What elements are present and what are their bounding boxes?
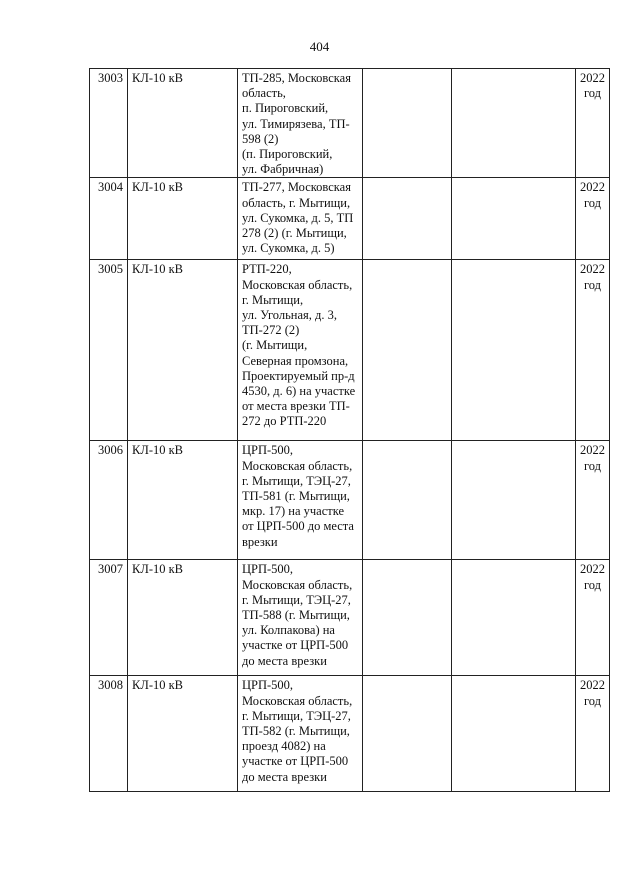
year-cell (576, 69, 610, 178)
objects-table (89, 68, 610, 792)
row-number: 3006 (90, 441, 128, 560)
empty-cell (452, 560, 576, 676)
route-line: 4530, д. 6) на участке (242, 384, 356, 399)
route-line: ул. Сукомка, д. 5, ТП (242, 210, 354, 225)
route-line: от ЦРП-500 до места (242, 519, 354, 534)
line-type: КЛ-10 кВ (128, 260, 238, 441)
route-description (238, 560, 363, 676)
year-value: 2022 (580, 262, 605, 277)
empty-cell (452, 676, 576, 792)
table-row (90, 69, 610, 178)
route-line: от места врезки ТП- (242, 399, 350, 414)
row-number: 3003 (90, 69, 128, 178)
route-line: область, г. Мытищи, (242, 195, 351, 210)
year-unit: год (583, 277, 602, 292)
route-description (238, 676, 363, 792)
route-line: участке от ЦРП-500 (242, 638, 349, 653)
route-description (238, 260, 363, 441)
route-line: ТП-285, Московская (242, 71, 351, 85)
empty-cell (363, 69, 452, 178)
route-line: п. Пироговский, (242, 101, 329, 116)
empty-cell (363, 178, 452, 260)
route-line: Московская область, (242, 277, 353, 292)
route-line: Московская область, (242, 693, 353, 708)
year-cell (576, 178, 610, 260)
year-unit: год (583, 86, 602, 101)
row-number: 3005 (90, 260, 128, 441)
year-unit: год (583, 195, 602, 210)
route-line: до места врезки (242, 653, 327, 668)
empty-cell (452, 178, 576, 260)
route-line: ТП-581 (г. Мытищи, (242, 489, 350, 504)
route-line: Московская область, (242, 577, 353, 592)
year-value: 2022 (580, 678, 605, 693)
route-line: г. Мытищи, ТЭЦ-27, (242, 708, 351, 723)
line-type: КЛ-10 кВ (128, 178, 238, 260)
route-line: Северная промзона, (242, 353, 349, 368)
route-line: г. Мытищи, ТЭЦ-27, (242, 473, 351, 488)
route-line: 598 (2) (242, 131, 279, 146)
route-line: врезки (242, 534, 278, 549)
route-line: 278 (2) (г. Мытищи, (242, 226, 347, 241)
row-number: 3008 (90, 676, 128, 792)
route-line: г. Мытищи, (242, 292, 304, 307)
year-cell (576, 560, 610, 676)
route-description (238, 69, 363, 178)
route-line: область, (242, 86, 286, 101)
table-row (90, 560, 610, 676)
route-line: 272 до РТП-220 (242, 414, 327, 429)
year-cell (576, 676, 610, 792)
empty-cell (452, 441, 576, 560)
route-line: мкр. 17) на участке (242, 504, 345, 519)
year-cell (576, 441, 610, 560)
empty-cell (363, 676, 452, 792)
empty-cell (452, 260, 576, 441)
route-line: ЦРП-500, (242, 443, 294, 458)
route-line: до места врезки (242, 769, 327, 784)
route-line: участке от ЦРП-500 (242, 754, 349, 769)
route-line: ЦРП-500, (242, 562, 294, 577)
route-line: ТП-277, Московская (242, 180, 351, 195)
route-line: ул. Сукомка, д. 5) (242, 241, 335, 256)
route-line: проезд 4082) на (242, 739, 326, 754)
table-row (90, 260, 610, 441)
table-row (90, 441, 610, 560)
year-value: 2022 (580, 443, 605, 458)
year-unit: год (583, 458, 602, 473)
line-type: КЛ-10 кВ (128, 441, 238, 560)
route-line: (г. Мытищи, (242, 338, 308, 353)
route-description (238, 178, 363, 260)
year-unit: год (583, 577, 602, 592)
year-value: 2022 (580, 562, 605, 577)
route-line: ТП-272 (2) (242, 323, 300, 338)
year-value: 2022 (580, 180, 605, 195)
route-line: (п. Пироговский, (242, 147, 333, 162)
route-line: ул. Колпакова) на (242, 623, 335, 638)
empty-cell (452, 69, 576, 178)
line-type: КЛ-10 кВ (128, 560, 238, 676)
empty-cell (363, 441, 452, 560)
table-row (90, 178, 610, 260)
route-line: ул. Тимирязева, ТП- (242, 116, 350, 131)
route-line: г. Мытищи, ТЭЦ-27, (242, 592, 351, 607)
line-type: КЛ-10 кВ (128, 69, 238, 178)
empty-cell (363, 260, 452, 441)
route-line: ТП-588 (г. Мытищи, (242, 608, 350, 623)
route-line: Проектируемый пр-д (242, 368, 355, 383)
page-number: 404 (309, 39, 330, 54)
year-cell (576, 260, 610, 441)
row-number: 3004 (90, 178, 128, 260)
empty-cell (363, 560, 452, 676)
route-line: ЦРП-500, (242, 678, 294, 693)
year-value: 2022 (580, 71, 605, 85)
year-unit: год (583, 693, 602, 708)
row-number: 3007 (90, 560, 128, 676)
table-row (90, 676, 610, 792)
line-type: КЛ-10 кВ (128, 676, 238, 792)
route-line: ул. Угольная, д. 3, (242, 308, 338, 323)
route-line: РТП-220, (242, 262, 292, 277)
route-line: ТП-582 (г. Мытищи, (242, 724, 350, 739)
route-description (238, 441, 363, 560)
route-line: Московская область, (242, 458, 353, 473)
route-line: ул. Фабричная) (242, 162, 324, 177)
